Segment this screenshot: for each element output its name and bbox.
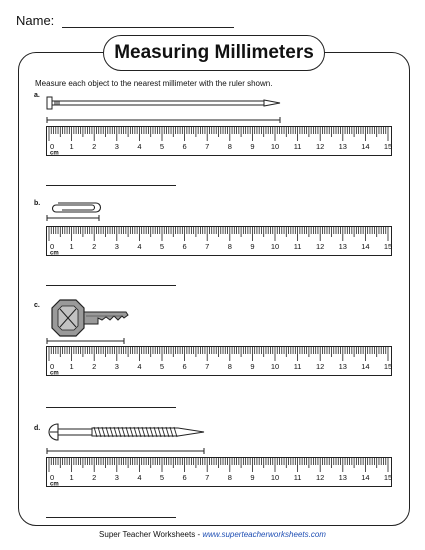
nail-icon [46, 96, 286, 110]
ruler-number: 8 [227, 142, 232, 151]
ruler-number: 3 [114, 362, 119, 371]
ruler-number: 5 [159, 142, 165, 151]
ruler-number: 13 [338, 362, 347, 371]
ruler-number: 10 [270, 473, 280, 482]
ruler-number: 3 [114, 242, 119, 251]
ruler-unit-label: cm [50, 370, 59, 377]
ruler-number: 5 [159, 473, 165, 482]
ruler-number: 9 [250, 473, 255, 482]
ruler-number: 4 [137, 362, 142, 371]
ruler-number: 5 [159, 242, 165, 251]
ruler-number: 13 [338, 242, 347, 251]
item-label-c: c. [34, 302, 40, 309]
ruler-number: 1 [69, 242, 74, 251]
ruler-number: 6 [182, 242, 187, 251]
ruler-number: 3 [114, 142, 119, 151]
answer-line-b[interactable] [46, 285, 176, 286]
ruler-number: 4 [137, 142, 142, 151]
ruler-number: 8 [227, 473, 232, 482]
ruler-number: 7 [205, 362, 210, 371]
ruler-number: 14 [361, 142, 370, 151]
ruler-number: 2 [92, 142, 97, 151]
paper-clip-icon [48, 201, 102, 213]
ruler-number: 8 [227, 362, 232, 371]
ruler-number: 0 [50, 362, 55, 371]
item-label-a: a. [34, 92, 40, 99]
ruler-number: 14 [361, 362, 370, 371]
ruler-number: 13 [338, 473, 347, 482]
ruler-number: 1 [69, 362, 74, 371]
worksheet-frame [18, 52, 410, 526]
ruler-number: 1 [69, 473, 74, 482]
ruler-number: 15 [383, 362, 393, 371]
ruler-number: 8 [227, 242, 232, 251]
name-field-line[interactable] [62, 27, 234, 28]
ruler-number: 5 [159, 362, 165, 371]
answer-line-a[interactable] [46, 185, 176, 186]
ruler-number: 2 [92, 362, 97, 371]
ruler-number: 11 [293, 473, 302, 482]
ruler-number: 11 [293, 142, 302, 151]
ruler-number: 2 [92, 242, 97, 251]
ruler-number: 1 [69, 142, 74, 151]
ruler-number: 9 [250, 362, 255, 371]
instructions: Measure each object to the nearest millimeter with the ruler shown. [35, 79, 273, 88]
ruler-number: 14 [361, 242, 370, 251]
ruler-number: 6 [182, 142, 187, 151]
ruler-number: 11 [293, 242, 302, 251]
item-label-b: b. [34, 200, 41, 207]
ruler-number: 4 [137, 473, 142, 482]
ruler-number: 10 [270, 142, 280, 151]
measure-bracket-d [46, 448, 208, 454]
answer-line-c[interactable] [46, 407, 176, 408]
screw-icon [44, 422, 208, 442]
ruler-number: 7 [205, 473, 210, 482]
ruler-b [46, 226, 392, 256]
ruler-number: 15 [383, 473, 393, 482]
ruler-number: 2 [92, 473, 97, 482]
ruler-number: 15 [383, 142, 393, 151]
ruler-number: 12 [316, 362, 325, 371]
ruler-number: 11 [293, 362, 302, 371]
ruler-number: 9 [250, 142, 255, 151]
measure-bracket-a [46, 117, 286, 123]
ruler-number: 10 [270, 242, 280, 251]
measure-bracket-c [46, 338, 128, 344]
ruler-number: 12 [316, 473, 325, 482]
ruler-number: 12 [316, 242, 325, 251]
ruler-number: 0 [50, 142, 55, 151]
ruler-number: 14 [361, 473, 370, 482]
page-title: Measuring Millimeters [103, 35, 325, 71]
item-label-d: d. [34, 425, 41, 432]
ruler-unit-label: cm [50, 250, 59, 257]
ruler-number: 0 [50, 242, 55, 251]
ruler-a [46, 126, 392, 156]
ruler-unit-label: cm [50, 150, 59, 157]
ruler-d [46, 457, 392, 487]
ruler-number: 12 [316, 142, 325, 151]
ruler-number: 10 [270, 362, 280, 371]
ruler-number: 6 [182, 473, 187, 482]
ruler-number: 7 [205, 142, 210, 151]
measure-bracket-b [46, 215, 106, 221]
ruler-number: 4 [137, 242, 142, 251]
ruler-number: 13 [338, 142, 347, 151]
ruler-unit-label: cm [50, 481, 59, 488]
ruler-number: 9 [250, 242, 255, 251]
footer-brand: Super Teacher Worksheets [99, 530, 196, 539]
key-icon [50, 298, 130, 338]
footer-url[interactable]: www.superteacherworksheets.com [202, 530, 326, 539]
ruler-number: 15 [383, 242, 393, 251]
ruler-number: 7 [205, 242, 210, 251]
ruler-number: 6 [182, 362, 187, 371]
ruler-c [46, 346, 392, 376]
answer-line-d[interactable] [46, 517, 176, 518]
ruler-number: 0 [50, 473, 55, 482]
footer-separator: - [195, 530, 203, 539]
footer [0, 530, 425, 539]
ruler-number: 3 [114, 473, 119, 482]
name-label: Name: [16, 13, 55, 28]
